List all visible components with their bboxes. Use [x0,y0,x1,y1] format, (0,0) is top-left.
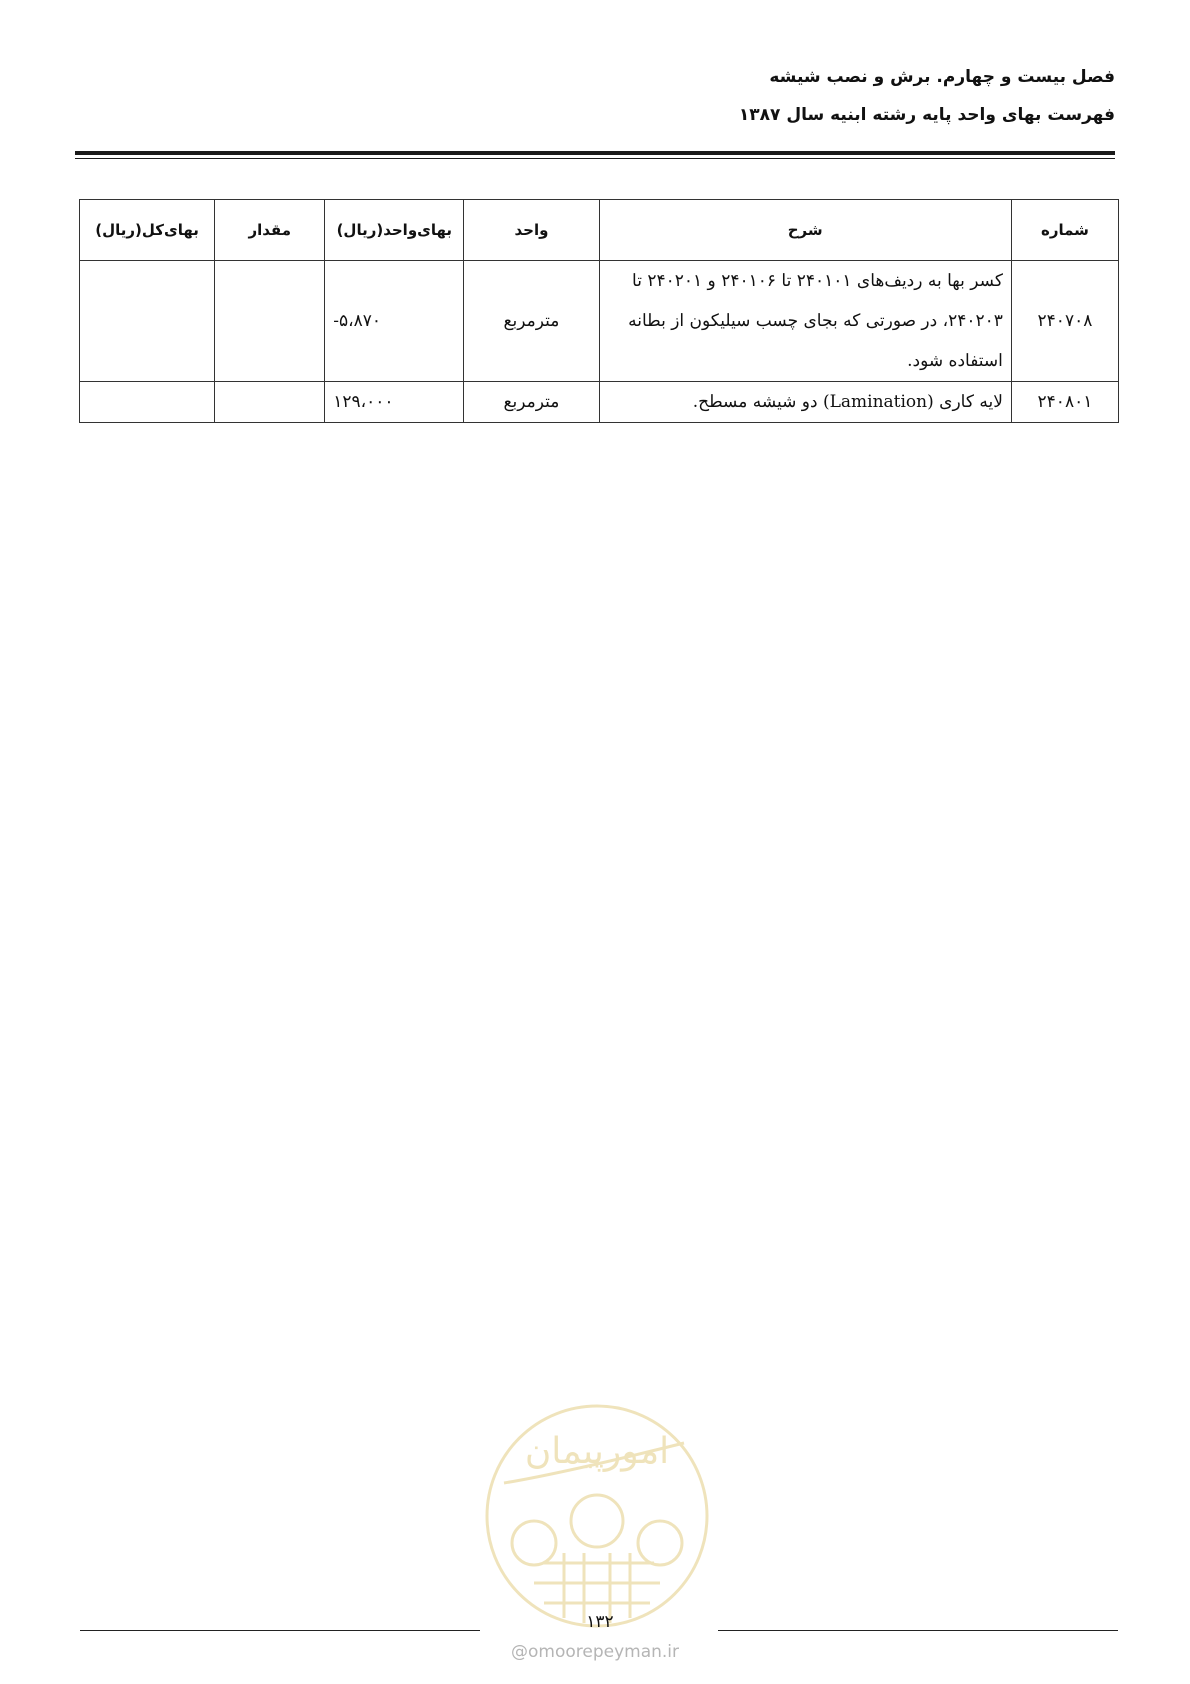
row-total-price [80,261,215,382]
row-total-price [80,382,215,423]
watermark-text: امورپیمان [524,1431,670,1472]
col-header-total-price: بهای‌کل(ریال) [80,200,215,261]
col-header-description: شرح [599,200,1011,261]
chapter-title: فصل بیست و چهارم. برش و نصب شیشه [769,67,1115,87]
price-table [79,199,1119,423]
row-unit: مترمربع [464,261,599,382]
col-header-unit: واحد [464,200,599,261]
row-unit: مترمربع [464,382,599,423]
footer-rule-left [80,1630,480,1631]
row-description: کسر بها به ردیف‌های ۲۴۰۱۰۱ تا ۲۴۰۱۰۶ و ۲۴۰۲۰۱ تا ۲۴۰۲۰۳، در صورتی که بجای چسب سیلیکون از بطانه استفاده شود. [599,261,1011,382]
table-row [80,261,1119,382]
catalog-title: فهرست بهای واحد پایه رشته ابنیه سال ۱۳۸۷ [738,105,1115,125]
watermark-logo [484,1403,710,1629]
row-number: ۲۴۰۷۰۸ [1011,261,1118,382]
website-watermark: @omoorepeyman.ir [510,1642,680,1662]
table-header-row [80,200,1119,261]
footer-rule-right [718,1630,1118,1631]
row-unit-price: -۵،۸۷۰ [325,261,464,382]
row-number: ۲۴۰۸۰۱ [1011,382,1118,423]
row-unit-price: ۱۲۹،۰۰۰ [325,382,464,423]
col-header-number: شماره [1011,200,1118,261]
row-quantity [215,261,325,382]
header-rule-thick [75,151,1115,155]
col-header-unit-price: بهای‌واحد(ریال) [325,200,464,261]
page-header [739,58,1115,134]
row-quantity [215,382,325,423]
row-description: لایه کاری (Lamination) دو شیشه مسطح. [599,382,1011,423]
page-number: ۱۳۲ [586,1612,614,1632]
header-rule-thin [75,158,1115,159]
table-row [80,382,1119,423]
col-header-quantity: مقدار [215,200,325,261]
